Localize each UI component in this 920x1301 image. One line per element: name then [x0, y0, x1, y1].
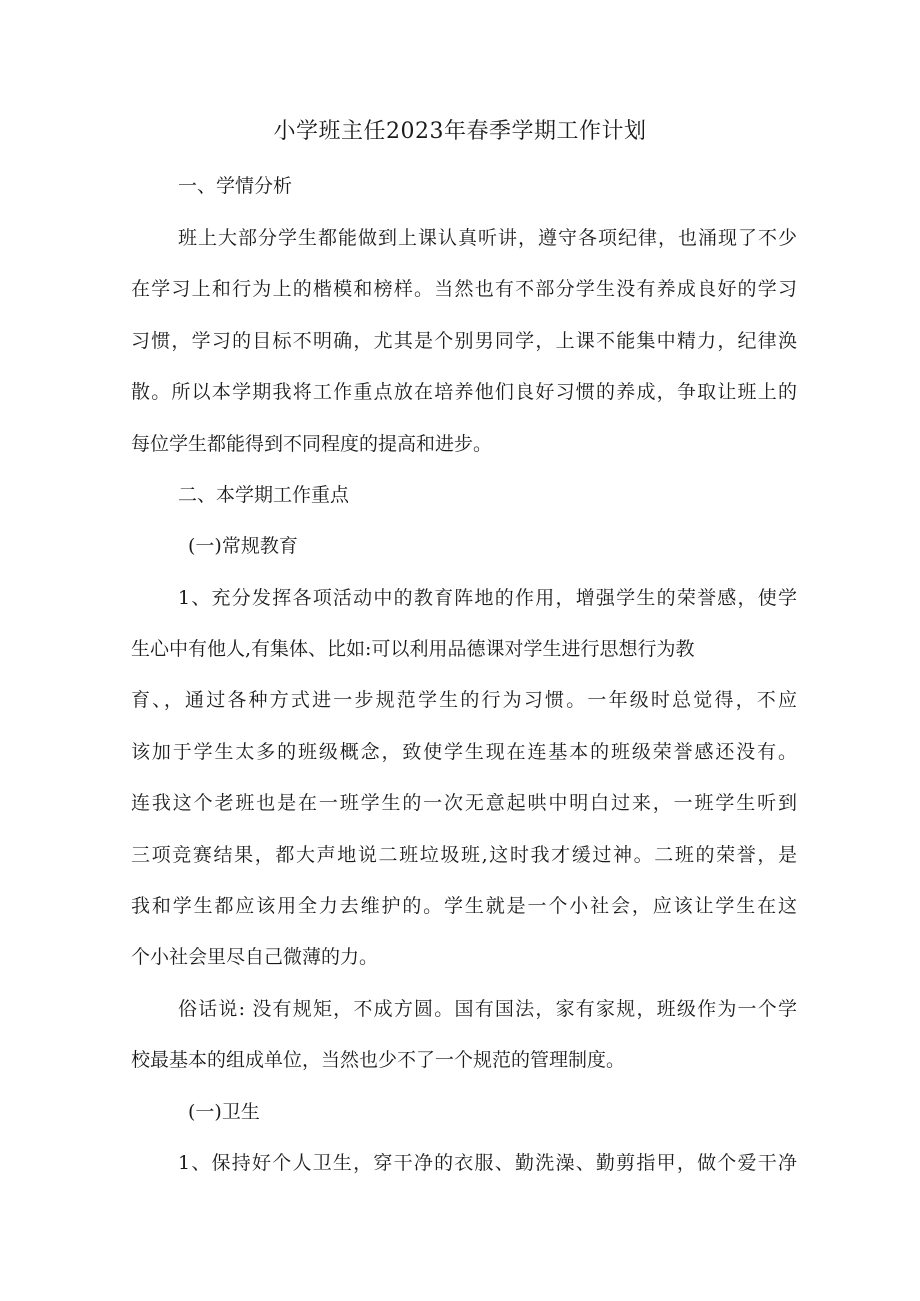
paragraph-line: 1、保持好个人卫生，穿干净的衣服、勤洗澡、勤剪指甲，做个爱干净	[178, 1152, 797, 1174]
paragraph-line: 该加于学生太多的班级概念，致使学生现在连基本的班级荣誉感还没有。	[131, 741, 797, 763]
paragraph-line: 生心中有他人,有集体、比如:可以利用品德课对学生进行思想行为教	[131, 638, 695, 660]
paragraph-line: 每位学生都能得到不同程度的提高和进步。	[131, 433, 493, 455]
paragraph-line: 三项竞赛结果，都大声地说二班垃圾班,这时我才缓过神。二班的荣誉，是	[131, 844, 797, 866]
subsection-heading-hygiene: (一)卫生	[188, 1101, 260, 1123]
subsection-heading-routine: (一)常规教育	[188, 535, 298, 557]
paragraph-line: 校最基本的组成单位，当然也少不了一个规范的管理制度。	[131, 1049, 626, 1071]
paragraph-line: 班上大部分学生都能做到上课认真听讲，遵守各项纪律，也涌现了不少	[178, 227, 797, 249]
paragraph-line: 俗话说: 没有规矩，不成方圆。国有国法，家有家规，班级作为一个学	[178, 998, 797, 1020]
paragraph-line: 个小社会里尽自己微薄的力。	[131, 946, 379, 968]
paragraph-line: 在学习上和行为上的楷模和榜样。当然也有不部分学生没有养成良好的学习	[131, 278, 797, 300]
paragraph-line: 1、充分发挥各项活动中的教育阵地的作用，增强学生的荣誉感，使学	[178, 587, 797, 609]
paragraph-line: 育、，通过各种方式进一步规范学生的行为习惯。一年级时总觉得，不应	[131, 689, 797, 711]
document-title: 小学班主任2023年春季学期工作计划	[273, 119, 647, 144]
section-heading-focus: 二、本学期工作重点	[178, 484, 350, 506]
paragraph-line: 散。所以本学期我将工作重点放在培养他们良好习惯的养成，争取让班上的	[131, 381, 797, 403]
section-heading-analysis: 一、学情分析	[178, 175, 293, 197]
paragraph-line: 习惯，学习的目标不明确，尤其是个别男同学，上课不能集中精力，纪律涣	[131, 330, 797, 352]
paragraph-line: 连我这个老班也是在一班学生的一次无意起哄中明白过来，一班学生听到	[131, 792, 797, 814]
paragraph-line: 我和学生都应该用全力去维护的。学生就是一个小社会，应该让学生在这	[131, 895, 797, 917]
